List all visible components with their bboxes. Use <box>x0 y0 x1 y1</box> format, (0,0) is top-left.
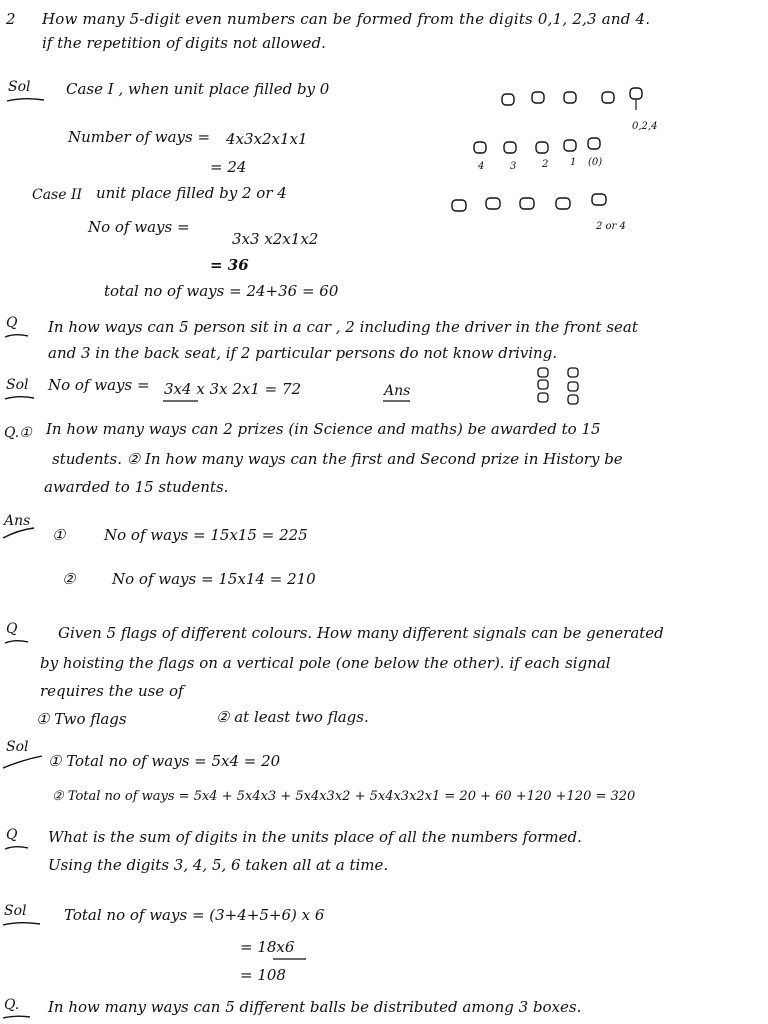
solution-line: = 108 <box>240 966 286 984</box>
diagram-label: 2 <box>542 159 549 170</box>
answer-label: Ans <box>4 513 31 529</box>
answer-number: ② <box>62 570 76 588</box>
question-label: Q. <box>4 997 20 1013</box>
diagram-label: 2 or 4 <box>596 221 626 232</box>
question-text-line: and 3 in the back seat, if 2 particular persons do not know driving. <box>48 344 558 362</box>
label-underline <box>2 528 36 542</box>
ways-result: = 36 <box>210 256 249 274</box>
question-text-line: In how many ways can 5 different balls be distributed among 3 boxes. <box>48 998 582 1016</box>
case-heading: unit place filled by 2 or 4 <box>96 184 287 202</box>
solution-label: Sol <box>4 903 27 919</box>
solution-line: ① Total no of ways = 5x4 = 20 <box>48 752 281 770</box>
solution-label: Sol <box>8 79 31 95</box>
question-text-line: How many 5-digit even numbers can be formed from the digits 0,1, 2,3 and 4. <box>42 10 651 28</box>
question-text-line: In how many ways can 2 prizes (in Science and maths) be awarded to 15 <box>46 420 601 438</box>
question-label: Q.① <box>4 425 32 441</box>
question-label: Q <box>6 621 18 637</box>
solution-text: No of ways = <box>48 376 150 394</box>
case-label: Case II <box>32 187 83 203</box>
label-underline <box>4 638 30 646</box>
solution-label: Sol <box>6 739 29 755</box>
answer-line: No of ways = 15x14 = 210 <box>112 570 316 588</box>
question-text-line: In how ways can 5 person sit in a car , 2 including the driver in the front seat <box>48 318 638 336</box>
answer-line: No of ways = 15x15 = 225 <box>104 526 308 544</box>
question-text-line: Using the digits 3, 4, 5, 6 taken all at a time. <box>48 856 389 874</box>
expression-underline <box>162 398 200 404</box>
digit-boxes-diagram <box>448 190 618 216</box>
question-text-line: Given 5 flags of different colours. How many different signals can be generated <box>58 624 664 642</box>
digit-boxes-diagram <box>498 84 658 114</box>
diagram-label: 0,2,4 <box>632 121 658 132</box>
expression-underline <box>272 956 308 962</box>
label-underline <box>6 96 46 104</box>
question-text-line: What is the sum of digits in the units place of all the numbers formed. <box>48 828 582 846</box>
ways-label: Number of ways = <box>68 128 211 146</box>
label-underline <box>4 394 36 402</box>
ways-expression: 4x3x2x1x1 <box>226 130 308 148</box>
case-heading: Case I , when unit place filled by 0 <box>66 80 330 98</box>
option-item: ① Two flags <box>36 710 127 728</box>
answer-underline <box>382 398 412 404</box>
solution-expression: 3x4 x 3x 2x1 = 72 <box>164 380 302 398</box>
option-item: ② at least two flags. <box>216 708 369 726</box>
ways-label: No of ways = <box>88 218 190 236</box>
label-underline <box>2 1014 32 1022</box>
solution-line: = 18x6 <box>240 938 295 956</box>
label-underline <box>2 756 44 772</box>
question-label: Q <box>6 315 18 331</box>
diagram-label: 1 <box>570 157 577 168</box>
diagram-label: 3 <box>510 161 517 172</box>
question-label: Q <box>6 827 18 843</box>
answer-number: ① <box>52 526 66 544</box>
seating-diagram <box>536 366 586 406</box>
solution-label: Sol <box>6 377 29 393</box>
total-ways: total no of ways = 24+36 = 60 <box>104 282 339 300</box>
diagram-label: (0) <box>588 157 603 168</box>
ways-expression: 3x3 x2x1x2 <box>232 230 319 248</box>
solution-line: Total no of ways = (3+4+5+6) x 6 <box>64 906 325 924</box>
label-underline <box>4 332 30 340</box>
question-text-line: by hoisting the flags on a vertical pole (one below the other). if each signal <box>40 654 611 672</box>
question-text-line: students. ② In how many ways can the first and Second prize in History be <box>52 450 623 468</box>
diagram-label: 4 <box>478 161 485 172</box>
answer-label: Ans <box>384 383 411 399</box>
question-text-line: awarded to 15 students. <box>44 478 229 496</box>
label-underline <box>4 844 30 852</box>
solution-line: ② Total no of ways = 5x4 + 5x4x3 + 5x4x3x2 + 5x4x3x2x1 = 20 + 60 +120 +120 = 320 <box>52 789 636 804</box>
question-text-line: requires the use of <box>40 682 184 700</box>
question-number: 2 <box>6 10 16 28</box>
question-text-line: if the repetition of digits not allowed. <box>42 34 326 52</box>
label-underline <box>2 920 42 928</box>
ways-result: = 24 <box>210 158 247 176</box>
